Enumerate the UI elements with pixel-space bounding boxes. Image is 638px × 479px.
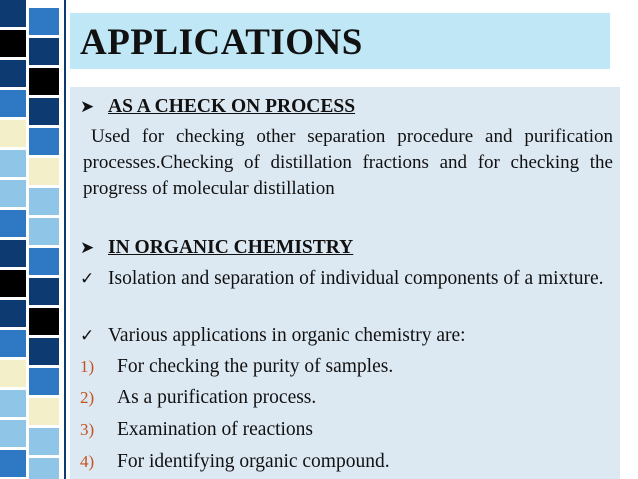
strip-square (0, 390, 26, 417)
section-heading-label: AS A CHECK ON PROCESS (108, 96, 356, 117)
strip-square (29, 248, 59, 275)
list-number: 4) (80, 452, 95, 471)
strip-square (29, 278, 59, 305)
check-item-text: Various applications in organic chemistry are: (108, 325, 466, 346)
strip-square (0, 120, 26, 147)
strip-square (0, 300, 26, 327)
strip-square (0, 150, 26, 177)
strip-square (29, 398, 59, 425)
title-bar (70, 13, 610, 69)
strip-square (29, 68, 59, 95)
strip-square (29, 218, 59, 245)
page-title: APPLICATIONS (80, 22, 363, 63)
list-item-text: For identifying organic compound. (117, 451, 390, 472)
strip-square (29, 428, 59, 455)
strip-square (0, 330, 26, 357)
list-item-text: As a purification process. (117, 387, 317, 408)
check-item-text: Isolation and separation of individual components of a mixture. (108, 268, 604, 289)
strip-square (29, 98, 59, 125)
strip-square (29, 158, 59, 185)
strip-square (29, 338, 59, 365)
list-number: 3) (80, 420, 95, 439)
section-heading-label: IN ORGANIC CHEMISTRY (108, 237, 354, 258)
strip-square (29, 8, 59, 35)
strip-square (0, 0, 26, 27)
list-item-text: Examination of reactions (117, 419, 314, 440)
strip-square (29, 308, 59, 335)
vertical-divider-line (64, 0, 66, 479)
arrow-bullet-icon: ➤ (80, 97, 95, 116)
checkmark-icon: ✓ (80, 269, 95, 288)
list-number: 1) (80, 357, 95, 376)
strip-square (0, 30, 26, 57)
strip-square (0, 270, 26, 297)
checkmark-icon: ✓ (80, 326, 95, 345)
list-item-text: For checking the purity of samples. (117, 356, 394, 377)
strip-square (0, 420, 26, 447)
strip-square (29, 128, 59, 155)
strip-square (0, 180, 26, 207)
decorative-side-strip (0, 0, 62, 479)
arrow-bullet-icon: ➤ (80, 238, 95, 257)
strip-square (0, 210, 26, 237)
strip-square (29, 38, 59, 65)
strip-square (0, 60, 26, 87)
strip-square (0, 90, 26, 117)
strip-square (29, 368, 59, 395)
strip-square (29, 188, 59, 215)
strip-square (0, 450, 26, 477)
list-number: 2) (80, 388, 95, 407)
strip-square (0, 360, 26, 387)
section-body-paragraph: Used for checking other separation procedure and purification processes.Checking of distillation fractions and for checking the progress of molecular distillation (83, 126, 613, 199)
strip-square (0, 240, 26, 267)
strip-square (29, 458, 59, 479)
